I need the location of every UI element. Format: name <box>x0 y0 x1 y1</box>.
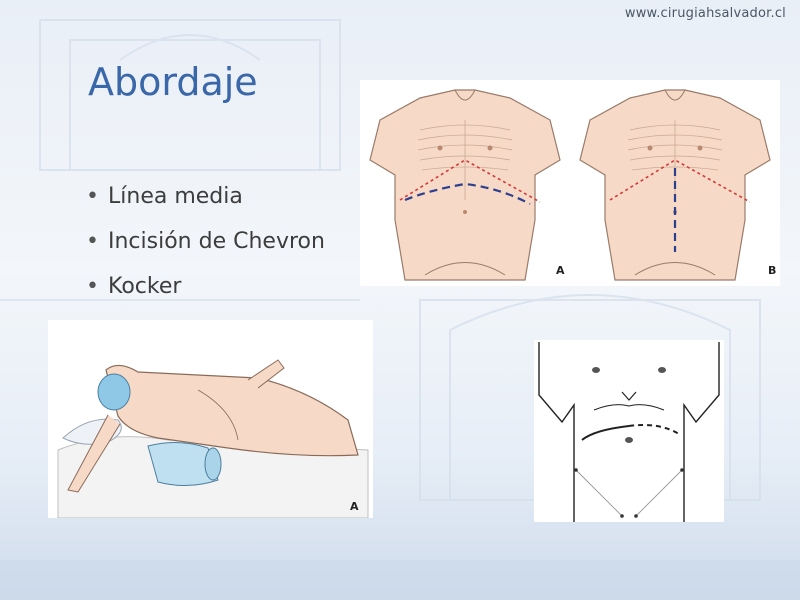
torso-b-label: B <box>768 264 777 277</box>
bullet-text: Kocker <box>108 274 182 299</box>
bullet-list <box>86 174 325 309</box>
torso-drawing <box>360 80 780 286</box>
incision-dashed-line <box>629 425 679 434</box>
incision-line-diagram <box>534 340 724 522</box>
website-url: www.cirugiahsalvador.cl <box>624 6 786 21</box>
bullet-icon: • <box>86 184 99 209</box>
patient-figure-label: A <box>350 500 359 513</box>
bullet-text: Línea media <box>108 184 243 209</box>
line-diagram <box>534 340 724 522</box>
torso-a-figure <box>370 90 560 280</box>
torso-a-label: A <box>556 264 565 277</box>
patient-drawing <box>48 320 373 518</box>
bullet-icon: • <box>86 229 99 254</box>
patient-position-illustration <box>48 320 373 518</box>
bullet-icon: • <box>86 274 99 299</box>
incision-solid-line <box>582 426 629 440</box>
bullet-text: Incisión de Chevron <box>108 229 325 254</box>
slide-title: Abordaje <box>88 60 258 104</box>
torso-b-figure <box>580 90 770 280</box>
bullet-item <box>86 219 325 264</box>
bullet-item <box>86 264 325 309</box>
torso-illustrations <box>360 80 780 286</box>
bullet-item <box>86 174 325 219</box>
